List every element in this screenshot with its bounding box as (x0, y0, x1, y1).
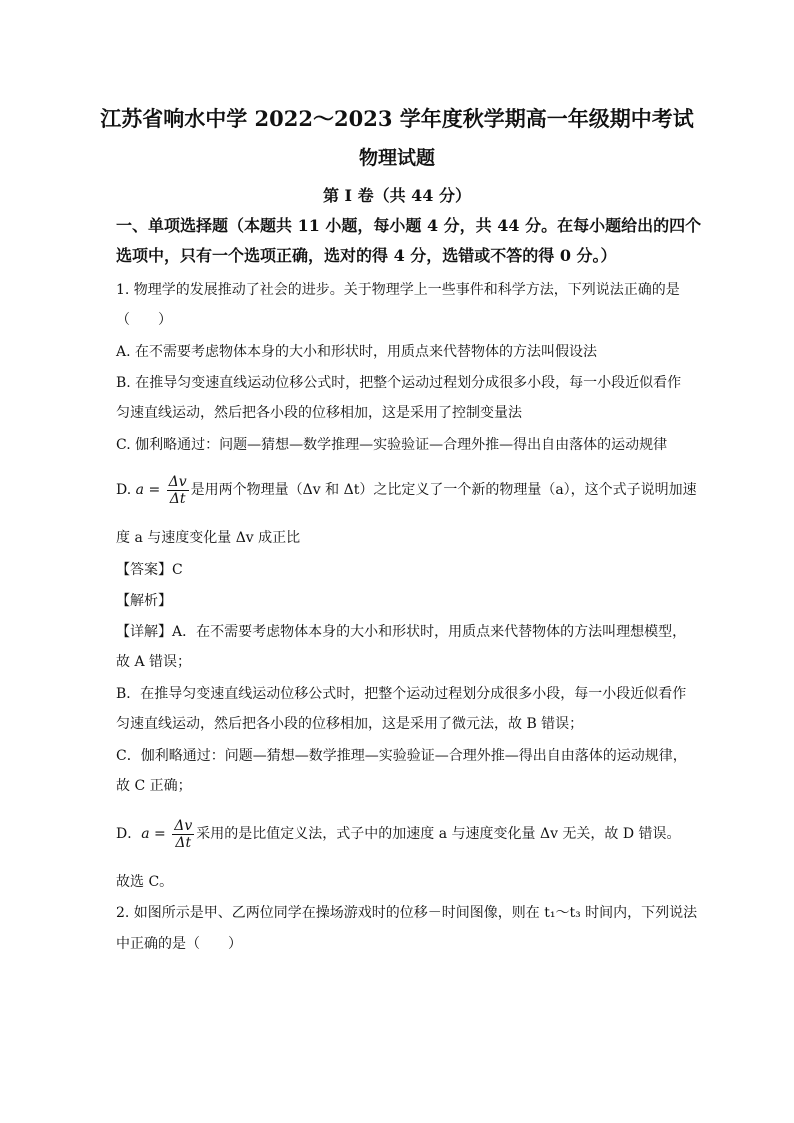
detail-d-line (116, 816, 681, 852)
fraction-numerator: Δv (174, 817, 193, 834)
exam-subtitle: 物理试题 (358, 147, 435, 169)
volume-heading: 第 I 卷（共 44 分） (322, 186, 472, 205)
fraction-denominator: Δt (175, 834, 192, 851)
exam-title: 江苏省响水中学 2022～2023 学年度秋学期高一年级期中考试 (100, 106, 694, 131)
q1-option-d-prefix: D. (116, 482, 136, 498)
q1-option-d-line-2: 度 a 与速度变化量 Δv 成正比 (116, 530, 301, 546)
section-heading-line-2: 选项中，只有一个选项正确，选对的得 4 分，选错或不答的得 0 分。） (116, 246, 617, 265)
q1-option-d-line-1 (116, 472, 697, 508)
q1-stem-line-2: （ ） (116, 312, 172, 328)
detail-label: 【详解】 (116, 624, 172, 640)
detail-d-prefix: D． (116, 826, 142, 842)
section-heading-line-1: 一、单项选择题（本题共 11 小题，每小题 4 分，共 44 分。在每小题给出的四个 (116, 216, 702, 235)
q1-option-d-eq: = (144, 482, 165, 498)
q1-option-d-fraction (167, 474, 189, 507)
detail-d-text: 采用的是比值定义法，式子中的加速度 a 与速度变化量 Δv 无关，故 D 错误。 (196, 826, 681, 842)
fraction-numerator: Δv (168, 473, 187, 490)
detail-c-line-1: C．伽利略通过：问题—猜想—数学推理—实验验证—合理外推—得出自由落体的运动规律， (116, 748, 687, 764)
q1-option-b-line-2: 匀速直线运动，然后把各小段的位移相加，这是采用了控制变量法 (116, 405, 522, 421)
detail-a-line-1 (116, 622, 686, 642)
detail-d-eq: = (149, 826, 171, 842)
q1-option-a: A. 在不需要考虑物体本身的大小和形状时，用质点来代替物体的方法叫假设法 (116, 344, 598, 360)
fraction-denominator: Δt (169, 490, 186, 507)
detail-d-fraction (172, 818, 194, 851)
detail-b-line-1: B．在推导匀变速直线运动位移公式时，把整个运动过程划分成很多小段，每一小段近似看作 (116, 686, 687, 702)
detail-a-text: A．在不需要考虑物体本身的大小和形状时，用质点来代替物体的方法叫理想模型， (172, 624, 687, 640)
answer-label: 【答案】 (116, 562, 172, 578)
detail-d-var: a (141, 826, 150, 842)
q1-option-b-line-1: B. 在推导匀变速直线运动位移公式时，把整个运动过程划分成很多小段，每一小段近似看作 (116, 375, 682, 391)
q1-stem-line-1: 1. 物理学的发展推动了社会的进步。关于物理学上一些事件和科学方法，下列说法正确的是 (116, 282, 680, 298)
q2-stem-line-1: 2. 如图所示是甲、乙两位同学在操场游戏时的位移－时间图像，则在 t₁～t₃ 时间内，下列说法 (116, 905, 698, 921)
detail-b-line-2: 匀速直线运动，然后把各小段的位移相加，这是采用了微元法，故 B 错误； (116, 716, 584, 732)
answer-value: C (172, 562, 183, 578)
conclusion: 故选 C。 (116, 874, 174, 890)
q2-stem-line-2: 中正确的是（ ） (116, 936, 242, 952)
q1-option-d-text: 是用两个物理量（Δv 和 Δt）之比定义了一个新的物理量（a），这个式子说明加速 (190, 482, 697, 498)
detail-a-line-2: 故 A 错误； (116, 654, 192, 670)
q1-option-c: C. 伽利略通过：问题—猜想—数学推理—实验验证—合理外推—得出自由落体的运动规律 (116, 437, 668, 453)
detail-c-line-2: 故 C 正确； (116, 778, 192, 794)
q1-option-d-var: a (135, 482, 144, 498)
analysis-label: 【解析】 (116, 593, 172, 609)
answer-row (116, 560, 183, 580)
